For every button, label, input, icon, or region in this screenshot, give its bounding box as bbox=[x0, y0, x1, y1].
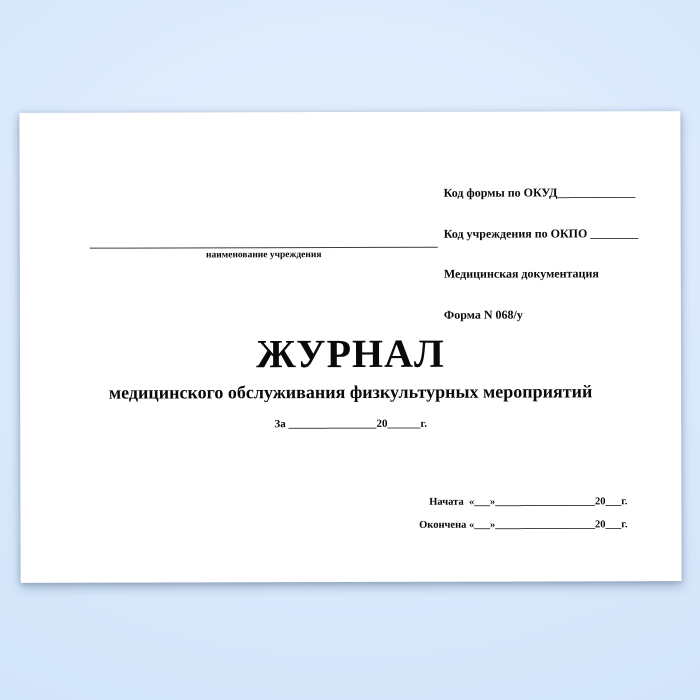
institution-name-blank-line bbox=[90, 247, 438, 249]
finished-date-line: Окончена «___»___________________20___г. bbox=[419, 519, 628, 531]
form-code-okud-line: Код формы по ОКУД_____________ bbox=[443, 185, 636, 200]
institution-name-caption: наименование учреждения bbox=[206, 250, 322, 261]
period-blank-line: За ________________20______г. bbox=[274, 417, 427, 431]
journal-cover-page bbox=[19, 111, 681, 583]
medical-documentation-line: Медицинская документация bbox=[443, 266, 599, 281]
journal-subtitle: медицинского обслуживания физкультурных мероприятий bbox=[108, 381, 593, 403]
form-codes-block bbox=[444, 159, 639, 349]
form-code-okpo-line: Код учреждения по ОКПО ________ bbox=[443, 225, 639, 241]
started-date-line: Начата «___»___________________20___г. bbox=[429, 496, 628, 508]
form-number-line: Форма N 068/у bbox=[443, 307, 523, 322]
journal-title: ЖУРНАЛ bbox=[256, 330, 445, 377]
